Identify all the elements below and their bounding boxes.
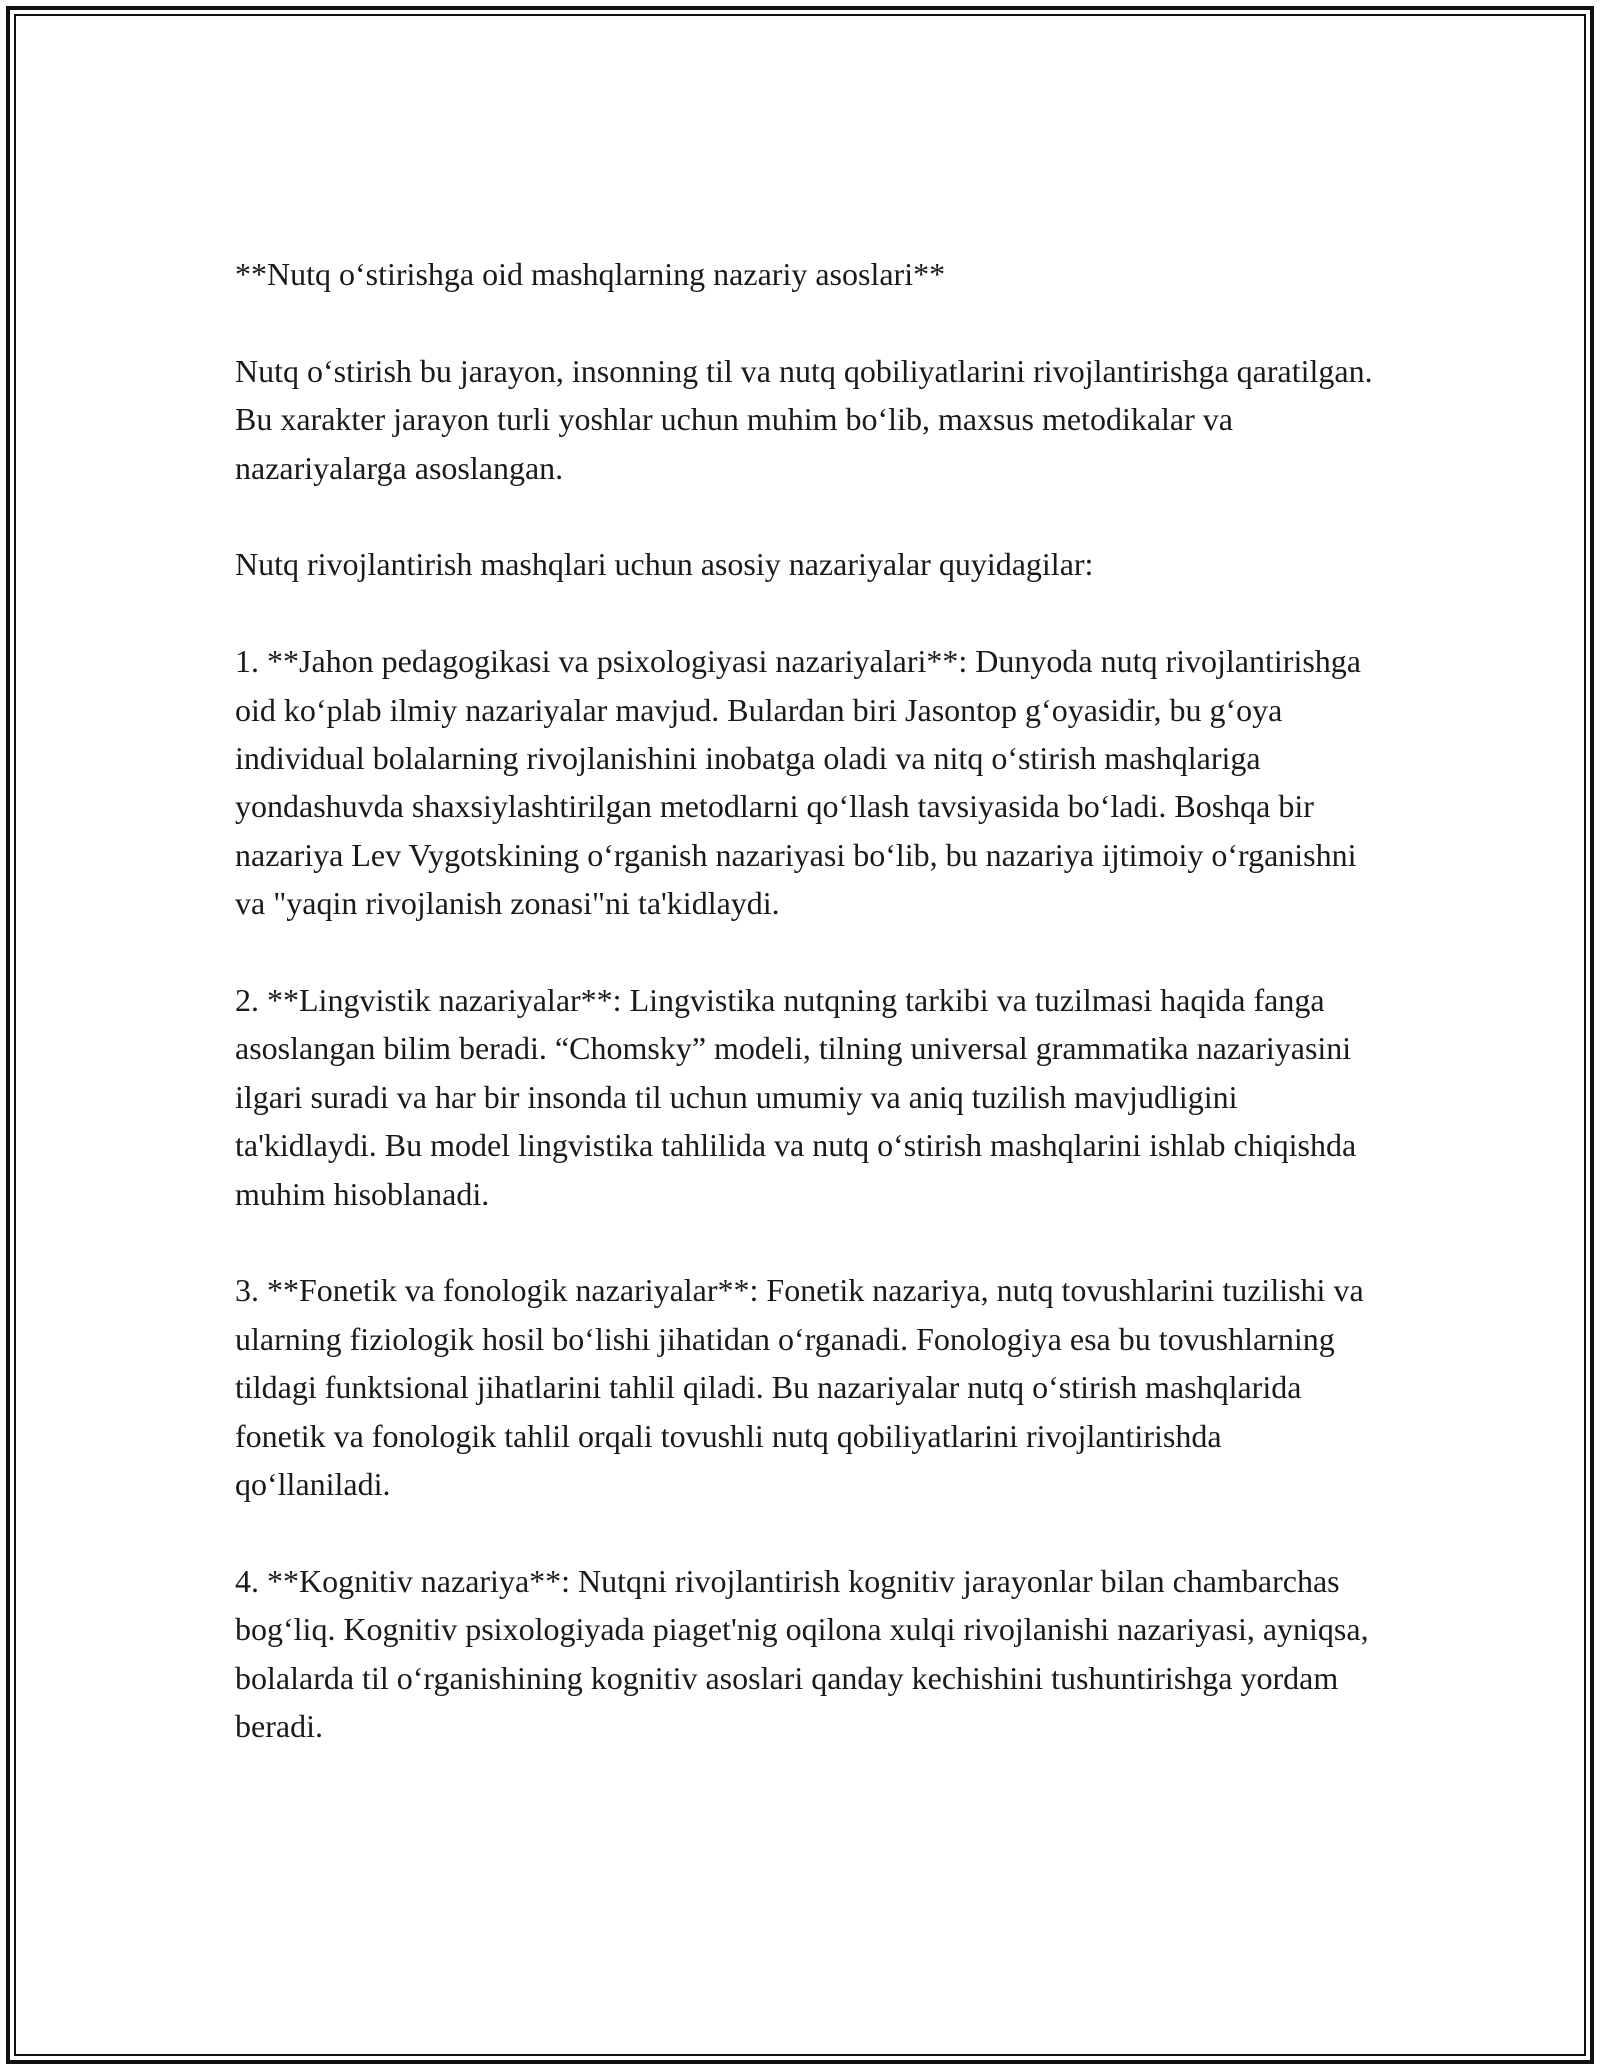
list-item: 1. **Jahon pedagogikasi va psixologiyasi nazariyalari**: Dunyoda nutq rivojlantirishga oid ko‘plab ilmiy nazariyalar mavjud. Bulardan biri Jasontop g‘oyasidir, bu g‘oya individual bolalarning rivojlanishini inobatga oladi va nitq o‘stirish mashqlariga yondashuvda shaxsiylashtirilgan metodlarni qo‘llash tavsiyasida bo‘ladi. Boshqa bir nazariya Lev Vygotskining o‘rganish nazariyasi bo‘lib, bu nazariya ijtimoiy o‘rganishni va "yaqin rivojlanish zonasi"ni ta'kidlaydi. <box>235 643 1361 922</box>
intro-paragraph: Nutq o‘stirish bu jarayon, insonning til va nutq qobiliyatlarini rivojlantirishga qaratilgan. Bu xarakter jarayon turli yoshlar uchun muhim bo‘lib, maxsus metodikalar va nazariyalarga asoslangan. <box>235 352 1373 486</box>
document-title: **Nutq o‘stirishga oid mashqlarning nazariy asoslari** <box>235 256 946 292</box>
list-item: 2. **Lingvistik nazariyalar**: Lingvistika nutqning tarkibi va tuzilmasi haqida fanga asoslangan bilim beradi. “Chomsky” modeli, tilning universal grammatika nazariyasini ilgari suradi va har bir insonda til uchun umumiy va aniq tuzilish mavjudligini ta'kidlaydi. Bu model lingvistika tahlilida va nutq o‘stirish mashqlarini ishlab chiqishda muhim hisoblanadi. <box>235 982 1357 1212</box>
lead-paragraph: Nutq rivojlantirish mashqlari uchun asosiy nazariyalar quyidagilar: <box>235 546 1094 583</box>
list-item: 4. **Kognitiv nazariya**: Nutqni rivojlantirish kognitiv jarayonlar bilan chambarchas bog‘liq. Kognitiv psixologiyada piaget'nig oqilona xulqi rivojlanishi nazariyasi, ayniqsa, bolalarda til o‘rganishining kognitiv asoslari qanday kechishini tushuntirishga yordam beradi. <box>235 1562 1369 1745</box>
list-item: 3. **Fonetik va fonologik nazariyalar**: Fonetik nazariya, nutq tovushlarini tuzilishi va ularning fiziologik hosil bo‘lishi jihatidan o‘rganadi. Fonologiya esa bu tovushlarning tildagi funktsional jihatlarini tahlil qiladi. Bu nazariyalar nutq o‘stirish mashqlarida fonetik va fonologik tahlil orqali tovushli nutq qobiliyatlarini rivojlantirishda qo‘llaniladi. <box>235 1272 1364 1503</box>
document-body <box>235 250 1375 1751</box>
